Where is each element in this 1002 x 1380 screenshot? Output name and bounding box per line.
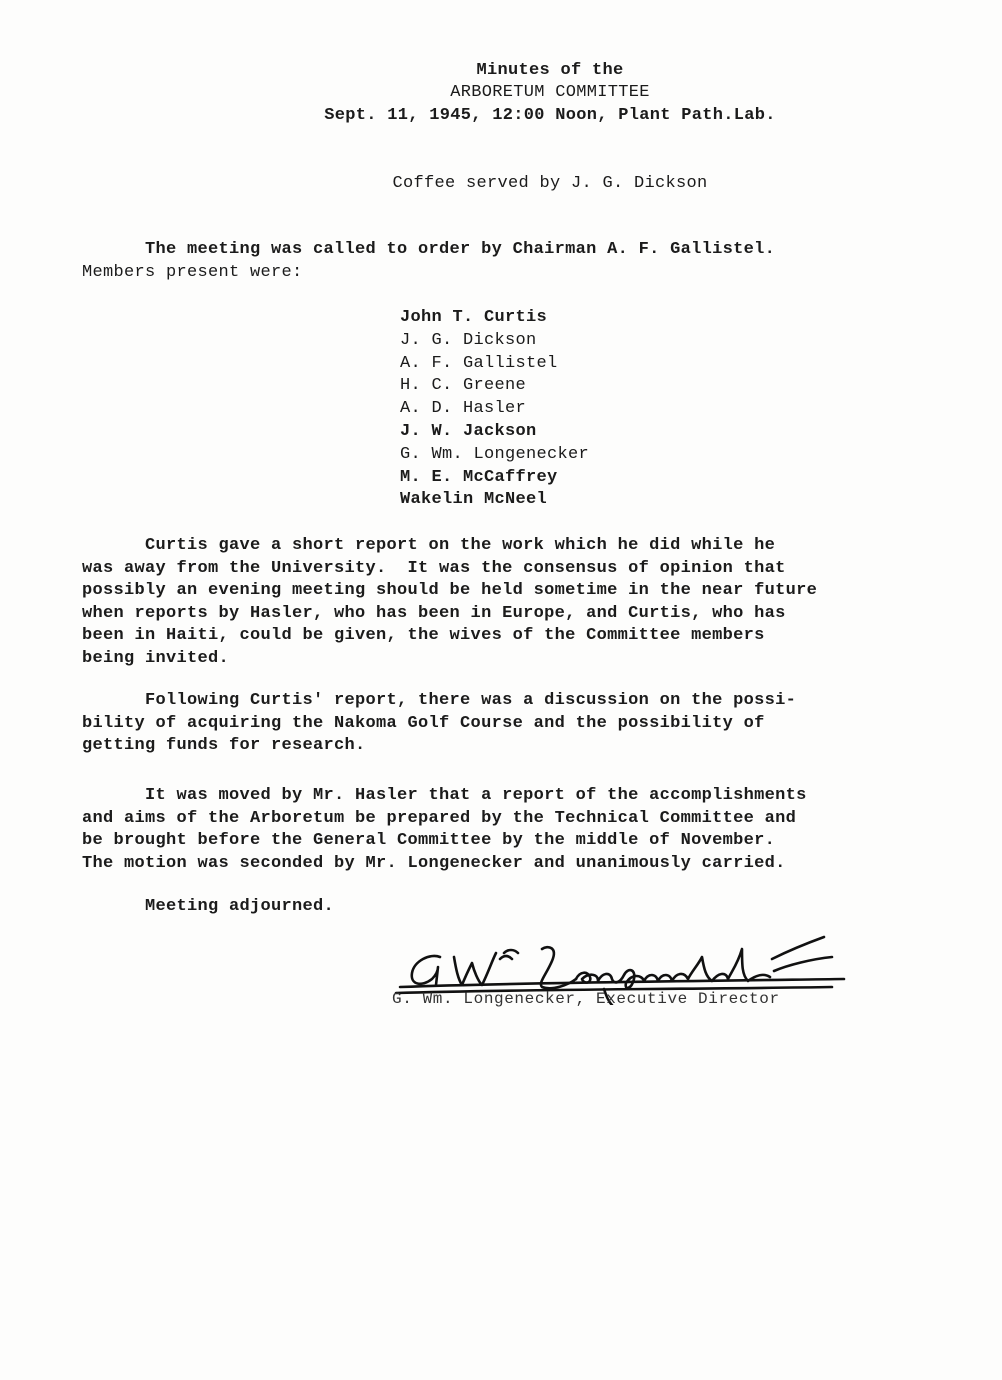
text-line: been in Haiti, could be given, the wives of the Committee members	[82, 626, 765, 645]
text-line: The meeting was called to order by Chairman A. F. Gallistel.	[82, 240, 776, 259]
member-name: A. D. Hasler	[400, 399, 527, 419]
text-line: being invited.	[82, 648, 230, 668]
member-name: G. Wm. Longenecker	[400, 444, 590, 464]
text-line: Members present were:	[82, 262, 303, 282]
members-list	[400, 307, 589, 512]
adjourned-paragraph	[82, 896, 882, 919]
text-line: Meeting adjourned.	[82, 897, 335, 916]
text-line: Following Curtis' report, there was a discussion on the possi-	[82, 691, 797, 710]
committee-name: ARBORETUM COMMITTEE	[450, 83, 650, 102]
discussion-paragraph	[82, 690, 882, 758]
member-name: A. F. Gallistel	[400, 353, 558, 373]
coffee-note: Coffee served by J. G. Dickson	[392, 174, 708, 193]
text-line: when reports by Hasler, who has been in Europe, and Curtis, who has	[82, 603, 786, 623]
motion-paragraph	[82, 785, 882, 875]
member-name: M. E. McCaffrey	[400, 467, 558, 487]
intro-paragraph	[82, 239, 882, 284]
member-name: J. G. Dickson	[400, 330, 537, 350]
meeting-dateline: Sept. 11, 1945, 12:00 Noon, Plant Path.Lab.	[324, 106, 776, 125]
text-line: getting funds for research.	[82, 736, 366, 755]
text-line: It was moved by Mr. Hasler that a report of the accomplishments	[82, 786, 807, 805]
text-line: was away from the University. It was the consensus of opinion that	[82, 558, 786, 578]
text-line: bility of acquiring the Nakoma Golf Course and the possibility of	[82, 713, 765, 733]
text-line: The motion was seconded by Mr. Longenecker and unanimously carried.	[82, 853, 786, 873]
document-title: Minutes of the	[476, 61, 624, 80]
member-name: Wakelin McNeel	[400, 490, 548, 510]
member-name: J. W. Jackson	[400, 421, 537, 441]
text-line: and aims of the Arboretum be prepared by the Technical Committee and	[82, 808, 797, 828]
member-name: H. C. Greene	[400, 376, 527, 396]
text-line: be brought before the General Committee by the middle of November.	[82, 831, 776, 850]
member-name: John T. Curtis	[400, 308, 548, 327]
text-line: possibly an evening meeting should be held sometime in the near future	[82, 581, 818, 600]
text-line: Curtis gave a short report on the work which he did while he	[82, 536, 776, 555]
report-paragraph	[82, 535, 882, 670]
signature-caption: G. Wm. Longenecker, Executive Director	[392, 990, 780, 1008]
